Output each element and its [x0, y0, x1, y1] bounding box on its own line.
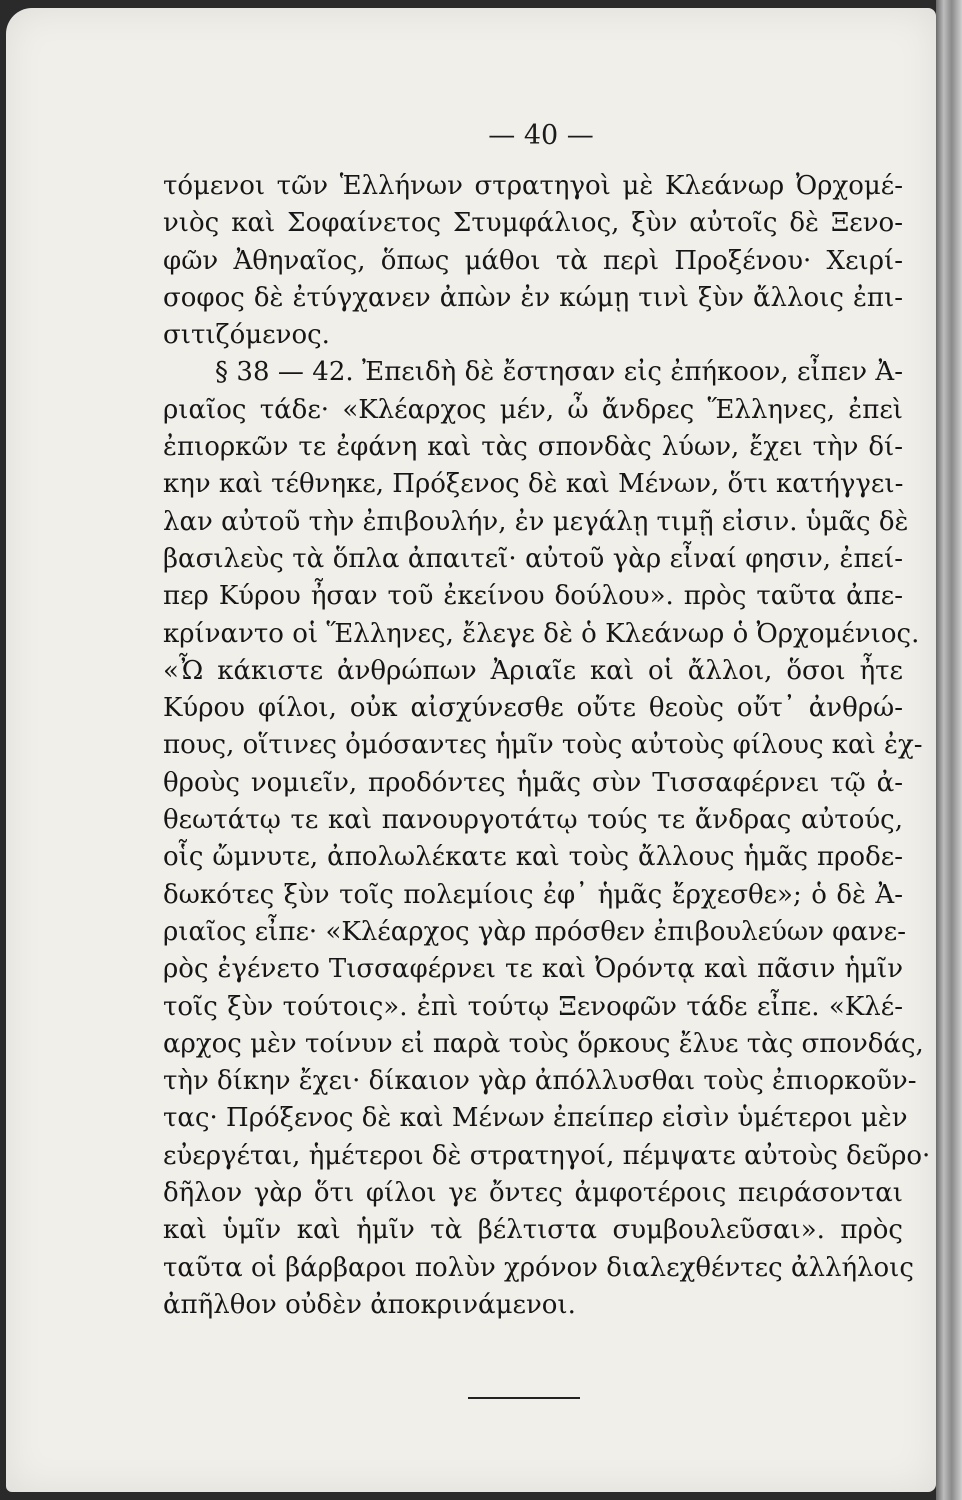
text-line: ἐπιορκῶν τε ἐφάνη καὶ τὰς σπονδὰς λύων, ἔχει τὴν δί-	[163, 432, 903, 463]
text-line: τοῖς ξὺν τούτοις». ἐπὶ τούτῳ Ξενοφῶν τάδε εἶπε. «Κλέ-	[163, 991, 903, 1022]
text-line: ταῦτα οἱ βάρβαροι πολὺν χρόνον διαλεχθέντες ἀλλήλοις	[163, 1252, 914, 1283]
text-line: ριαῖος εἶπε· «Κλέαρχος γὰρ πρόσθεν ἐπιβουλεύων φανε-	[163, 916, 907, 947]
text-line: νιὸς καὶ Σοφαίνετος Στυμφάλιος, ξὺν αὐτοῖς δὲ Ξενο-	[163, 208, 903, 239]
text-line: καὶ ὑμῖν καὶ ἡμῖν τὰ βέλτιστα συμβουλεῦσαι». πρὸς	[163, 1215, 903, 1246]
text-line: ριαῖος τάδε· «Κλέαρχος μέν, ὦ ἄνδρες Ἕλληνες, ἐπεὶ	[163, 394, 903, 425]
text-line: ἀπῆλθον οὐδὲν ἀποκρινάμενοι.	[163, 1289, 576, 1320]
text-line: τόμενοι τῶν Ἑλλήνων στρατηγοὶ μὲ Κλεάνωρ Ὀρχομέ-	[163, 171, 903, 201]
text-line: λαν αὐτοῦ τὴν ἐπιβουλήν, ἐν μεγάλῃ τιμῇ εἰσιν. ὑμᾶς δὲ	[163, 506, 909, 537]
text-line: αρχος μὲν τοίνυν εἰ παρὰ τοὺς ὅρκους ἔλυε τὰς σπονδάς,	[163, 1028, 924, 1059]
text-line: βασιλεὺς τὰ ὅπλα ἀπαιτεῖ· αὐτοῦ γὰρ εἶναί φησιν, ἐπεί-	[163, 543, 903, 574]
footer-rule	[468, 1397, 580, 1399]
text-line: θεωτάτῳ τε καὶ πανουργοτάτῳ τούς τε ἄνδρας αὐτούς,	[163, 805, 903, 836]
text-line: κρίναντο οἱ Ἕλληνες, ἔλεγε δὲ ὁ Κλεάνωρ ὁ Ὀρχομένιος.	[163, 618, 920, 649]
page-number: — 40 —	[488, 120, 594, 151]
text-line: «Ὦ κάκιστε ἀνθρώπων Ἀριαῖε καὶ οἱ ἄλλοι, ὅσοι ἦτε	[163, 655, 903, 686]
book-spine-edge	[936, 0, 962, 1500]
text-line: περ Κύρου ἦσαν τοῦ ἐκείνου δούλου». πρὸς ταῦτα ἀπε-	[163, 581, 903, 612]
text-line: Κύρου φίλοι, οὐκ αἰσχύνεσθε οὔτε θεοὺς οὔτ᾽ ἀνθρώ-	[163, 693, 903, 724]
text-line: κην καὶ τέθνηκε, Πρόξενος δὲ καὶ Μένων, ὅτι κατήγγει-	[163, 469, 904, 500]
text-line: σιτιζόμενος.	[163, 320, 330, 351]
text-line: πους, οἵτινες ὀμόσαντες ἡμῖν τοὺς αὐτοὺς φίλους καὶ ἐχ-	[163, 730, 923, 761]
text-line: θροὺς νομιεῖν, προδόντες ἡμᾶς σὺν Τισσαφέρνει τῷ ἀ-	[163, 767, 903, 798]
text-line: οἷς ὤμνυτε, ἀπολωλέκατε καὶ τοὺς ἄλλους ἡμᾶς προδε-	[163, 842, 903, 873]
text-line: τας· Πρόξενος δὲ καὶ Μένων ἐπείπερ εἰσὶν ὑμέτεροι μὲν	[163, 1103, 908, 1134]
text-line: ρὸς ἐγένετο Τισσαφέρνει τε καὶ Ὀρόντᾳ καὶ πᾶσιν ἡμῖν	[163, 954, 903, 985]
text-line: δωκότες ξὺν τοῖς πολεμίοις ἐφ᾽ ἡμᾶς ἔρχεσθε»; ὁ δὲ Ἀ-	[163, 879, 903, 910]
text-line: φῶν Ἀθηναῖος, ὅπως μάθοι τὰ περὶ Προξένου· Χειρί-	[163, 245, 903, 276]
text-line: σοφος δὲ ἐτύγχανεν ἀπὼν ἐν κώμῃ τινὶ ξὺν ἄλλοις ἐπι-	[163, 282, 903, 313]
section-heading-line: § 38 — 42. Ἐπειδὴ δὲ ἔστησαν εἰς ἐπήκοον, εἶπεν Ἀ-	[215, 357, 903, 388]
text-line: τὴν δίκην ἔχει· δίκαιον γὰρ ἀπόλλυσθαι τοὺς ἐπιορκοῦν-	[163, 1066, 917, 1097]
text-line: εὐεργέται, ἡμέτεροι δὲ στρατηγοί, πέμψατε αὐτοὺς δεῦρο·	[163, 1140, 931, 1171]
text-line: δῆλον γὰρ ὅτι φίλοι γε ὄντες ἀμφοτέροις πειράσονται	[163, 1178, 903, 1209]
book-page	[6, 8, 936, 1492]
body-text	[163, 168, 931, 1324]
